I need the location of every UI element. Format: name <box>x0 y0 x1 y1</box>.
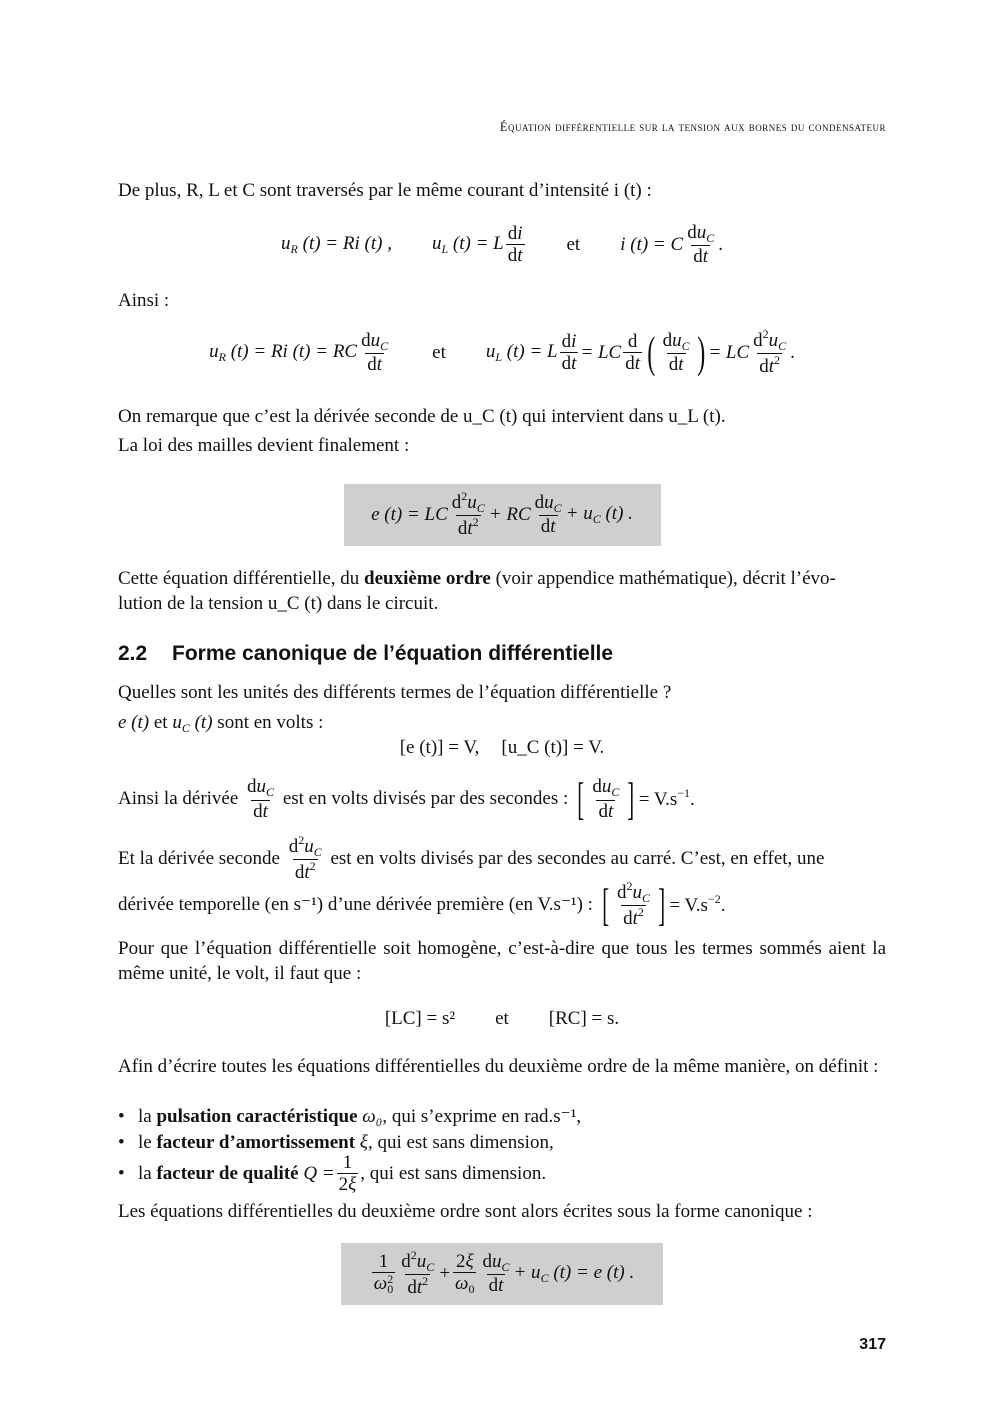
equation-units: [e (t)] = V, [u_C (t)] = V. <box>399 737 605 758</box>
paragraph-order-line2: lution de la tension u_C (t) dans le circuit. <box>118 593 439 614</box>
paragraph-mailles: La loi des mailles devient finalement : <box>118 435 410 456</box>
list-item-amortissement: • le facteur d’amortissement ξ, qui est sans dimension, <box>118 1132 554 1153</box>
eq1-joiner: et <box>566 234 581 256</box>
paragraph-homogene: Pour que l’équation différentielle soit homogène, c’est-à-dire que tous les termes sommés aient la même unité, le volt, il faut que : <box>118 938 886 985</box>
paragraph-afin: Afin d’écrire toutes les équations différentielles du deuxième ordre de la même manière, on définit : <box>118 1056 879 1077</box>
section-title: Forme canonique de l’équation différentielle <box>172 642 614 665</box>
list-item-pulsation: • la pulsation caractéristique ω₀, qui s’exprime en rad.s⁻¹, <box>118 1106 582 1127</box>
equation-relations: $u_R$ (t) = Ri (t) , $u_L$ (t) = L $\frac{di}{dt}$ et i (t) = C $\frac{du_C}{dt}$ . <box>281 222 723 268</box>
section-heading <box>118 640 613 668</box>
eq2-joiner: et <box>432 342 446 364</box>
equation-ainsi: $u_R$ (t) = Ri (t) = RC $\frac{du_C}{dt}$ et $u_L$ (t) = L $\frac{di}{dt}$ = LC $\frac{d}{dt}$ ( $\frac{du_C}{dt}$ ) = LC $\frac{d^2u_C}{dt^2}$ . <box>209 327 795 378</box>
paragraph-derivee2-line2: dérivée temporelle (en s⁻¹) d’une dérivée première (en V.s⁻¹) : [ $\frac{d^2u_C}{dt^2}$ ] = $V.s^{-2}$. <box>118 878 726 930</box>
paragraph-intro: De plus, R, L et C sont traversés par le même courant d’intensité i (t) : <box>118 180 652 201</box>
paragraph-derivee2: Et la dérivée seconde $\frac{d^2u_C}{dt^2}$ est en volts divisés par des secondes au carré. C’est, en effet, une <box>118 833 825 884</box>
paragraph-derivee1: Ainsi la dérivée $\frac{du_C}{dt}$ est en volts divisés par des secondes : [ $\frac{du_C}{dt}$ ] = $V.s^{-1}$. <box>118 773 695 824</box>
paragraph-canonique: Les équations différentielles du deuxième ordre sont alors écrites sous la forme canonique : <box>118 1201 813 1222</box>
paragraph-order: Cette équation différentielle, du deuxième ordre (voir appendice mathématique), décrit l’évo- <box>118 568 836 589</box>
running-head: Équation différentielle sur la tension aux bornes du condensateur <box>499 120 886 134</box>
equation-canonique-box: $\frac{1}{\omega^2_0}$ $\frac{d^2u_C}{dt^2}$ + $\frac{2\xi}{\omega_0}$ $\frac{du_C}{dt}$ + $u_C$ (t) = e (t) . <box>118 1243 886 1305</box>
equation-lc-rc: [LC] = s² et [RC] = s. <box>384 1008 620 1029</box>
bold-deuxieme-ordre: deuxième ordre <box>364 568 491 589</box>
list-item-qualite: • la facteur de qualité Q = $\frac{1}{2\xi}$ , qui est sans dimension. <box>118 1152 547 1196</box>
paragraph-volts: e (t) et $u_C$ (t) sont en volts : <box>118 712 324 735</box>
equation-mailles-box: e (t) = LC $\frac{d^2u_C}{dt^2}$ + RC $\frac{du_C}{dt}$ + $u_C$ (t) . <box>118 484 886 546</box>
paragraph-remark: On remarque que c’est la dérivée seconde de u_C (t) qui intervient dans u_L (t). <box>118 406 726 427</box>
ainsi-label: Ainsi : <box>118 290 170 311</box>
section-number: 2.2 <box>118 642 148 665</box>
paragraph-question: Quelles sont les unités des différents termes de l’équation différentielle ? <box>118 682 672 703</box>
page-number: 317 <box>859 1336 886 1353</box>
